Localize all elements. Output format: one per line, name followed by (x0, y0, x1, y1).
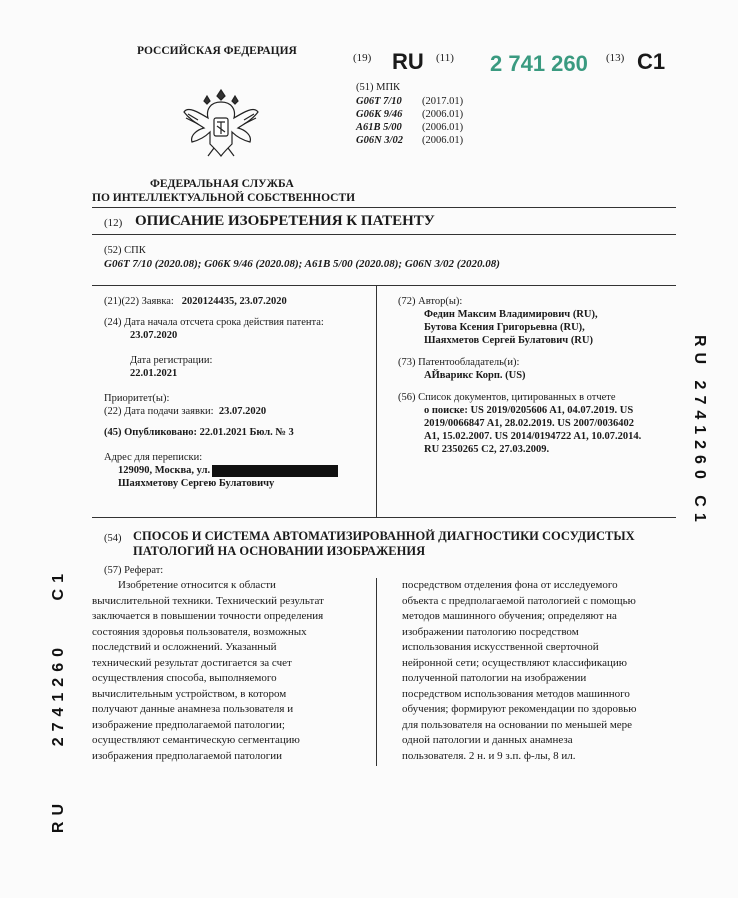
abstract-line: методов машинного обучения; определяют на (402, 610, 617, 622)
mpk-date: (2006.01) (422, 122, 464, 133)
mpk-list (356, 95, 463, 147)
author-name: Федин Максим Владимирович (RU), (424, 309, 598, 320)
side-ru-left: RU (50, 798, 67, 834)
abstract-right-column (402, 578, 672, 764)
title-code: (12) (104, 217, 123, 229)
abstract-line: изображения предполагаемой патологии (92, 749, 283, 762)
mpk-item (356, 95, 463, 108)
rule-spk (92, 285, 676, 286)
abstract-line: заключается в повышении точности определения (92, 610, 324, 622)
side-patent-number-right: RU 2741260 C1 (691, 335, 708, 528)
priority-label: Приоритет(ы): (104, 393, 170, 404)
invention-code: (54) (104, 533, 122, 544)
kind-code: C1 (637, 49, 666, 74)
abstract-line: состояния здоровья пользователя, возможных (92, 625, 307, 638)
spk-label: (52) СПК (104, 245, 146, 256)
cited-line: A1, 15.02.2007. US 2014/0194722 A1, 10.07.2014. (424, 431, 642, 442)
invention-title-line: ПАТОЛОГИЙ НА ОСНОВАНИИ ИЗОБРАЖЕНИЯ (133, 544, 426, 558)
mpk-label: (51) МПК (356, 82, 401, 93)
abstract-line: для пользователя на основании по меньшей мере (402, 718, 633, 731)
coat-of-arms-emblem (180, 82, 262, 164)
abstract-line: вычислительной техники. Технический результат (92, 594, 324, 607)
abstract-line: изображение предполагаемой патологии; (92, 718, 285, 731)
mpk-item (356, 108, 463, 121)
mpk-item (356, 121, 463, 134)
agency-line-1: ФЕДЕРАЛЬНАЯ СЛУЖБА (150, 178, 294, 190)
abstract-line: вычислительным устройством, в котором (92, 687, 287, 700)
abstract-line: осуществляют семантическую сегментацию (92, 734, 300, 746)
abstract-line: использования искусственной сверточной (402, 641, 599, 653)
code-19: (19) (353, 52, 372, 64)
abstract-line: осуществления способа, выполняемого (92, 672, 277, 684)
country-name: РОССИЙСКАЯ ФЕДЕРАЦИЯ (137, 45, 297, 57)
filing-label: (22) Дата подачи заявки: (104, 406, 214, 417)
mpk-date: (2017.01) (422, 96, 464, 107)
side-number-left: 2741260 (50, 642, 67, 747)
abstract-line: Изобретение относится к области (118, 579, 276, 591)
cited-line: RU 2350265 C2, 27.03.2009. (424, 444, 550, 455)
abstract-line: получают данные анамнеза пользователя и (92, 703, 294, 715)
registration-label: Дата регистрации: (130, 355, 213, 366)
cited-label: (56) Список документов, цитированных в отчете (398, 392, 616, 403)
registration-value: 22.01.2021 (130, 368, 178, 379)
abstract-line: нейронной сети; осуществляют классификацию (402, 656, 627, 669)
abstract-line: посредством отделения фона от исследуемого (402, 579, 618, 591)
abstract-line: пользователя. 2 н. и 9 з.п. ф-лы, 8 ил. (402, 749, 576, 762)
authors-label: (72) Автор(ы): (398, 296, 463, 307)
abstract-line: объекта с предполагаемой патологией с помощью (402, 594, 636, 607)
cited-line: о поиске: US 2019/0205606 A1, 04.07.2019. US (424, 405, 634, 416)
author-name: Бутова Ксения Григорьевна (RU), (424, 322, 585, 333)
abstract-line: изображении патологию посредством (402, 625, 579, 638)
abstract-line: одной патологии и данных анамнеза (402, 734, 573, 746)
filing-value: 23.07.2020 (218, 406, 267, 417)
abstract-label: (57) Реферат: (104, 565, 164, 576)
spk-value: G06T 7/10 (2020.08); G06K 9/46 (2020.08); A61B 5/00 (2020.08); G06N 3/02 (2020.08) (104, 258, 500, 270)
term-start-label: (24) Дата начала отсчета срока действия патента: (104, 317, 324, 328)
abstract-line: последствий и осложнений. Указанный (92, 641, 277, 653)
abstract-line: посредством использования методов машинного (402, 687, 630, 700)
term-start-value: 23.07.2020 (130, 330, 178, 341)
bibliographic-left (104, 295, 372, 490)
application-row (104, 295, 372, 308)
application-value: 2020124435, 23.07.2020 (181, 296, 287, 307)
patent-number: 2 741 260 (490, 51, 588, 76)
rule-bottom (92, 517, 676, 518)
invention-title-line: СПОСОБ И СИСТЕМА АВТОМАТИЗИРОВАННОЙ ДИАГНОСТИКИ СОСУДИСТЫХ (133, 529, 635, 543)
address-line-2: Шаяхметову Сергею Булатовичу (118, 478, 275, 489)
mpk-code: G06K 9/46 (356, 109, 403, 120)
mpk-code: G06N 3/02 (356, 135, 403, 146)
mpk-code: A61B 5/00 (356, 122, 402, 133)
rule-abstract-divider (376, 578, 377, 766)
redaction-mark (212, 465, 338, 477)
mpk-date: (2006.01) (422, 109, 464, 120)
holder-label: (73) Патентообладатель(и): (398, 357, 520, 368)
filing-row (104, 405, 372, 418)
cited-line: 2019/0066847 A1, 28.02.2019. US 2007/0036402 (424, 418, 635, 429)
bibliographic-right (398, 295, 668, 456)
patent-title: ОПИСАНИЕ ИЗОБРЕТЕНИЯ К ПАТЕНТУ (135, 213, 435, 229)
holder-name: АЙварикс Корп. (US) (424, 370, 526, 381)
code-13: (13) (606, 52, 625, 64)
address-label: Адрес для переписки: (104, 452, 203, 463)
mpk-date: (2006.01) (422, 135, 464, 146)
invention-title (133, 529, 635, 559)
address-street: 129090, Москва, ул. (118, 465, 211, 476)
mpk-code: G06T 7/10 (356, 96, 402, 107)
abstract-line: полученной патологии на изображении (402, 672, 587, 684)
published-line: (45) Опубликовано: 22.01.2021 Бюл. № 3 (104, 427, 294, 438)
mpk-item (356, 134, 463, 147)
code-11: (11) (436, 52, 454, 64)
rule-top (92, 207, 676, 208)
application-label: (21)(22) Заявка: (104, 296, 174, 307)
abstract-left-column (92, 578, 368, 764)
author-name: Шаяхметов Сергей Булатович (RU) (424, 335, 593, 346)
address-line-1 (104, 464, 372, 477)
abstract-line: технический результат достигается за счет (92, 656, 292, 669)
rule-vertical (376, 285, 377, 517)
country-code-ru: RU (392, 49, 424, 74)
side-c1-left: C1 (50, 568, 67, 601)
rule-title (92, 234, 676, 235)
agency-line-2: ПО ИНТЕЛЛЕКТУАЛЬНОЙ СОБСТВЕННОСТИ (92, 192, 356, 204)
abstract-line: обучения; формируют рекомендации по здоровью (402, 703, 637, 715)
